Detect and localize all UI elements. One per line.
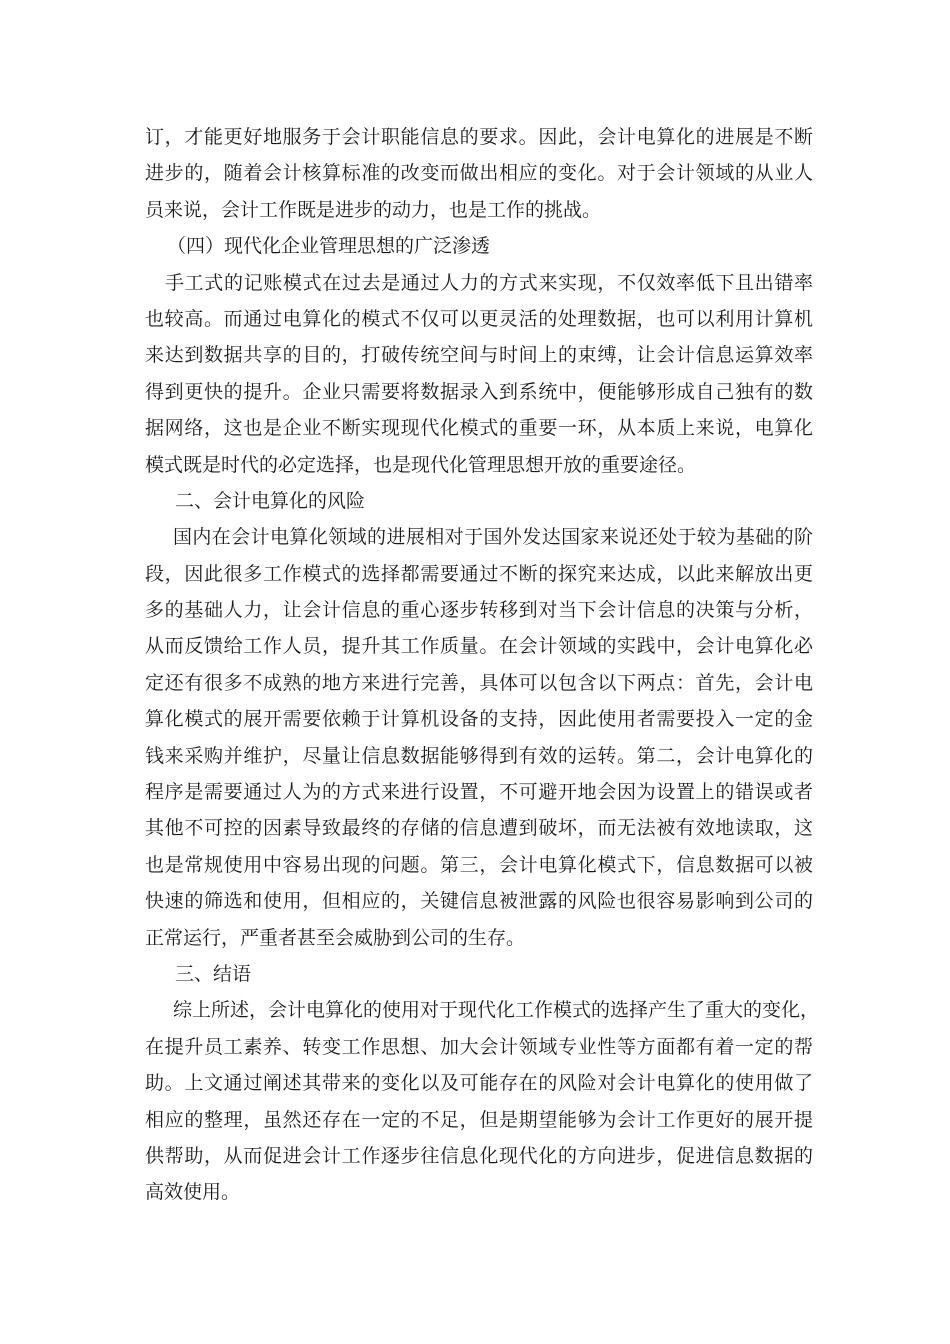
text-line: 得到更快的提升。企业只需要将数据录入到系统中，便能够形成自己独有的数	[145, 380, 813, 403]
text-line: 多的基础人力，让会计信息的重心逐步转移到对当下会计信息的决策与分析，	[145, 599, 813, 622]
text-line: 在提升员工素养、转变工作思想、加大会计领域专业性等方面都有着一定的帮	[145, 1035, 813, 1058]
paragraph-body	[145, 992, 820, 1210]
text-line: 进步的，随着会计核算标准的改变而做出相应的变化。对于会计领域的从业人	[145, 162, 813, 185]
text-line: 定还有很多不成熟的地方来进行完善，具体可以包含以下两点：首先，会计电	[145, 671, 813, 694]
text-line: 供帮助，从而促进会计工作逐步往信息化现代化的方向进步，促进信息数据的	[145, 1144, 813, 1167]
section-heading	[145, 956, 813, 992]
text-line: 也较高。而通过电算化的模式不仅可以更灵活的处理数据，也可以利用计算机	[145, 307, 813, 330]
heading-text: 三、结语	[175, 962, 252, 985]
text-line: 综上所述，会计电算化的使用对于现代化工作模式的选择产生了重大的变化，	[173, 999, 820, 1022]
text-line: 快速的筛选和使用，但相应的，关键信息被泄露的风险也很容易影响到公司的	[145, 890, 813, 913]
text-line: 相应的整理，虽然还存在一定的不足，但是期望能够为会计工作更好的展开提	[145, 1108, 813, 1131]
text-line: 国内在会计电算化领域的进展相对于国外发达国家来说还处于较为基础的阶	[173, 526, 813, 549]
text-line: 钱来采购并维护，尽量让信息数据能够得到有效的运转。第二，会计电算化的	[145, 744, 813, 767]
text-line: 手工式的记账模式在过去是通过人力的方式来实现，不仅效率低下且出错率	[165, 271, 813, 294]
text-line: 来达到数据共享的目的，打破传统空间与时间上的束缚，让会计信息运算效率	[145, 344, 813, 367]
text-line: 从而反馈给工作人员，提升其工作质量。在会计领域的实践中，会计电算化必	[145, 635, 813, 658]
section-heading	[145, 483, 813, 519]
paragraph-body	[145, 265, 813, 483]
text-line: 据网络，这也是企业不断实现现代化模式的重要一环，从本质上来说，电算化	[145, 417, 813, 440]
text-line: 程序是需要通过人为的方式来进行设置，不可避开地会因为设置上的错误或者	[145, 781, 813, 804]
section-subheading	[145, 228, 813, 264]
text-line: 助。上文通过阐述其带来的变化以及可能存在的风险对会计电算化的使用做了	[145, 1072, 813, 1095]
text-line: 员来说，会计工作既是进步的动力，也是工作的挑战。	[145, 198, 602, 221]
text-line: 模式既是时代的必定选择，也是现代化管理思想开放的重要途径。	[145, 453, 697, 476]
paragraph-continuation	[145, 119, 813, 228]
document-body	[145, 119, 820, 1211]
subheading-text: （四）现代化企业管理思想的广泛渗透	[167, 235, 491, 258]
text-line: 高效使用。	[145, 1181, 241, 1204]
paragraph-body	[145, 519, 813, 956]
text-line: 其他不可控的因素导致最终的存储的信息遭到破坏，而无法被有效地读取，这	[145, 817, 813, 840]
text-line: 也是常规使用中容易出现的问题。第三，会计电算化模式下，信息数据可以被	[145, 853, 813, 876]
text-line: 订，才能更好地服务于会计职能信息的要求。因此，会计电算化的进展是不断	[145, 126, 813, 148]
text-line: 算化模式的展开需要依赖于计算机设备的支持，因此使用者需要投入一定的金	[145, 708, 813, 731]
heading-text: 二、会计电算化的风险	[175, 489, 366, 512]
text-line: 正常运行，严重者甚至会威胁到公司的生存。	[145, 926, 526, 949]
text-line: 段，因此很多工作模式的选择都需要通过不断的探究来达成，以此来解放出更	[145, 562, 813, 585]
